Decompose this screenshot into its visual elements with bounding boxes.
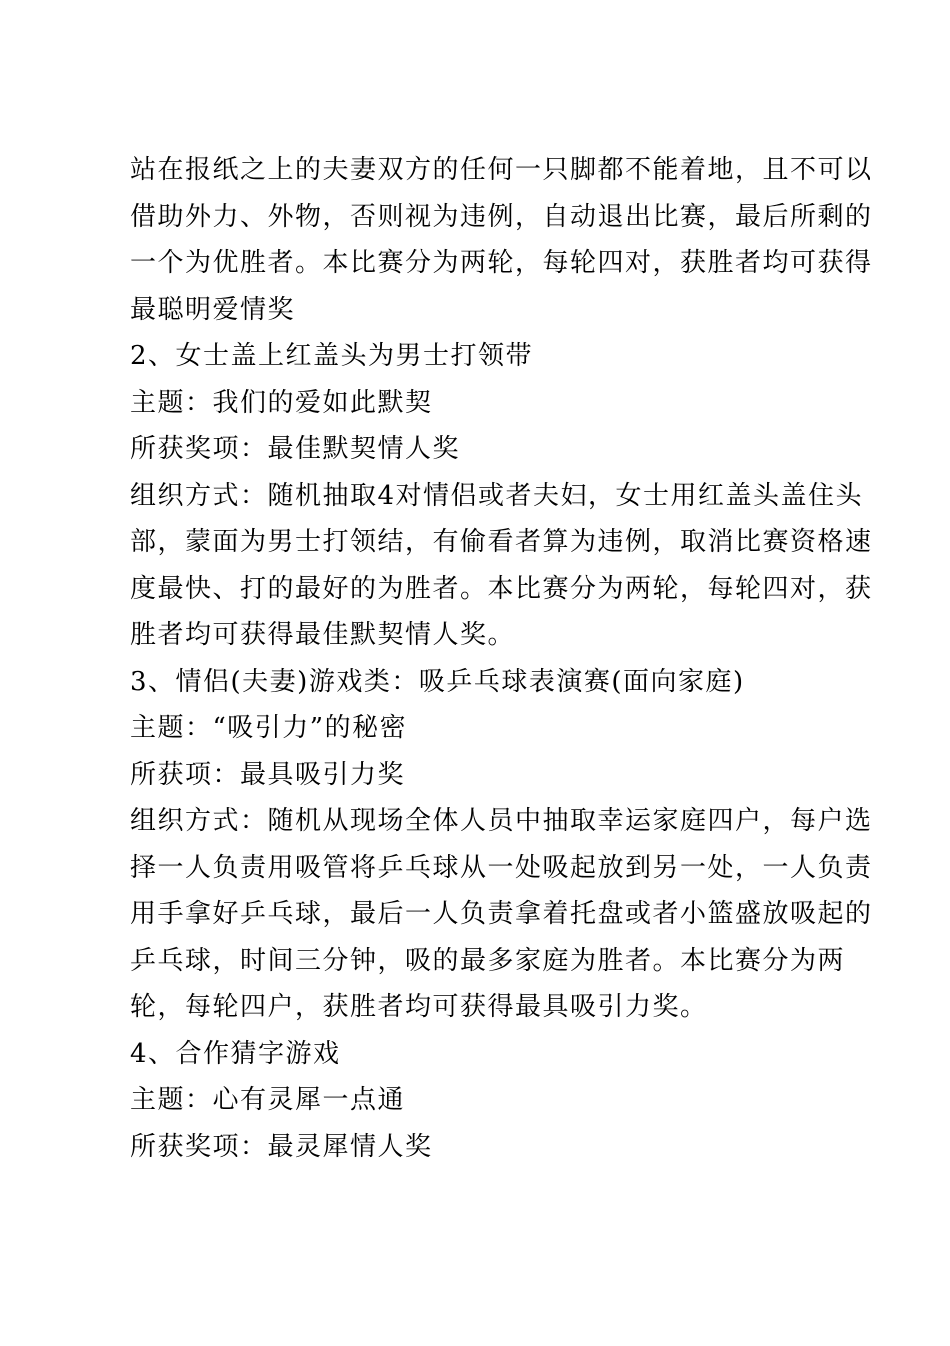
text-line: 所获奖项：最佳默契情人奖	[130, 434, 461, 464]
text-line: 借助外力、外物，否则视为违例，自动退出比赛，最后所剩的	[130, 201, 873, 232]
text-line: 最聪明爱情奖	[130, 294, 296, 325]
text-line: 主题：我们的爱如此默契	[130, 387, 433, 418]
text-line: 站在报纸之上的夫妻双方的任何一只脚都不能着地，且不可以	[130, 155, 873, 185]
text-line: 主题：心有灵犀一点通	[130, 1085, 406, 1115]
text-line: 择一人负责用吸管将乒乓球从一处吸起放到另一处，一人负责	[130, 852, 873, 883]
text-line: 度最快、打的最好的为胜者。本比赛分为两轮，每轮四对，获	[130, 573, 873, 604]
section-heading: 3、情侣(夫妻)游戏类：吸乒乓球表演赛(面向家庭)	[130, 666, 745, 697]
document-body	[130, 147, 873, 1170]
text-line: 轮，每轮四户，获胜者均可获得最具吸引力奖。	[130, 992, 708, 1022]
text-line: 用手拿好乒乓球，最后一人负责拿着托盘或者小篮盛放吸起的	[130, 899, 873, 929]
section-heading: 4、合作猜字游戏	[130, 1038, 341, 1069]
text-line: 乒乓球，时间三分钟，吸的最多家庭为胜者。本比赛分为两	[130, 945, 846, 976]
text-line: 一个为优胜者。本比赛分为两轮，每轮四对，获胜者均可获得	[130, 248, 873, 278]
section-heading: 2、女士盖上红盖头为男士打领带	[130, 341, 534, 371]
text-line: 胜者均可获得最佳默契情人奖。	[130, 620, 516, 650]
text-line: 主题：“吸引力”的秘密	[130, 713, 408, 743]
text-line: 组织方式：随机抽取4对情侣或者夫妇，女士用红盖头盖住头	[130, 480, 864, 511]
text-line: 部，蒙面为男士打领结，有偷看者算为违例，取消比赛资格速	[130, 527, 873, 557]
text-line: 所获项：最具吸引力奖	[130, 759, 406, 790]
text-line: 组织方式：随机从现场全体人员中抽取幸运家庭四户，每户选	[130, 806, 873, 836]
text-line: 所获奖项：最灵犀情人奖	[130, 1131, 433, 1162]
